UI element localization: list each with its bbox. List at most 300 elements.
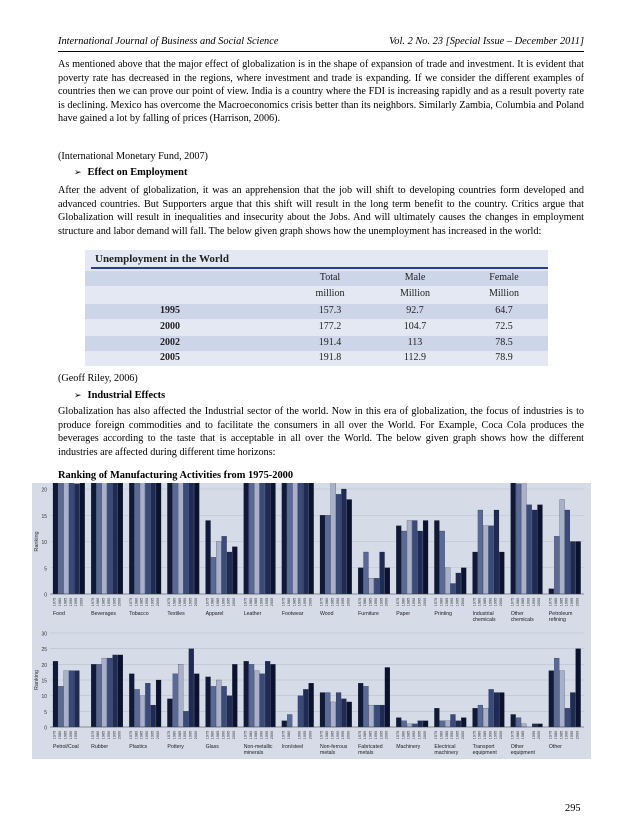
x-year-label: 1985 bbox=[254, 730, 259, 740]
x-year-label: 1975 bbox=[548, 730, 553, 740]
chart-bar bbox=[407, 521, 412, 595]
chart-bar bbox=[189, 649, 194, 727]
chart-bar bbox=[423, 721, 428, 727]
chart-bar bbox=[451, 584, 456, 595]
chart-bar bbox=[282, 721, 287, 727]
x-year-label: 1980 bbox=[172, 730, 177, 740]
cell-female: 72.5 bbox=[495, 321, 513, 332]
chart-bar bbox=[232, 547, 237, 594]
category-label: refining bbox=[548, 617, 566, 623]
x-year-label: 1995 bbox=[150, 730, 155, 740]
x-year-label: 1975 bbox=[395, 730, 400, 740]
x-year-label: 1980 bbox=[96, 597, 101, 607]
chart-bar bbox=[402, 531, 407, 594]
category-label: Plastics bbox=[129, 744, 148, 750]
header-male: Male bbox=[404, 272, 426, 283]
chart-bar bbox=[374, 578, 379, 594]
category-label: Paper bbox=[396, 611, 411, 617]
x-year-label: 1995 bbox=[455, 597, 460, 607]
x-year-label: 1985 bbox=[444, 597, 449, 607]
chart-bar bbox=[206, 521, 211, 595]
x-year-label: 1980 bbox=[325, 730, 330, 740]
chart-bar bbox=[511, 483, 516, 594]
x-year-label: 1990 bbox=[488, 730, 493, 740]
chart-bar bbox=[554, 658, 559, 727]
chart-bar bbox=[532, 510, 537, 594]
chart-bar bbox=[473, 552, 478, 594]
x-year-label: 2000 bbox=[232, 730, 237, 740]
x-year-label: 1995 bbox=[302, 730, 307, 740]
x-year-label: 1990 bbox=[373, 597, 378, 607]
header-total-unit: million bbox=[315, 288, 345, 299]
chart-bar bbox=[320, 515, 325, 594]
category-label: Furniture bbox=[358, 611, 379, 617]
chart-bar bbox=[64, 483, 69, 594]
x-year-label: 2000 bbox=[537, 597, 542, 607]
x-year-label: 1980 bbox=[363, 597, 368, 607]
x-year-label: 1985 bbox=[521, 730, 526, 740]
x-year-label: 1990 bbox=[183, 597, 188, 607]
x-year-label: 1980 bbox=[515, 730, 520, 740]
chart-bar bbox=[135, 483, 140, 594]
chart-bar bbox=[440, 721, 445, 727]
x-year-label: 1980 bbox=[325, 597, 330, 607]
x-year-label: 2000 bbox=[499, 730, 504, 740]
cell-male: 104.7 bbox=[403, 321, 427, 332]
x-year-label: 1990 bbox=[106, 597, 111, 607]
x-year-label: 1980 bbox=[248, 597, 253, 607]
x-year-label: 1980 bbox=[553, 597, 558, 607]
x-year-label: 2000 bbox=[422, 730, 427, 740]
chart-bar bbox=[325, 693, 330, 727]
x-year-label: 1975 bbox=[167, 730, 172, 740]
chart-bar bbox=[489, 689, 494, 727]
table-header-row-1 bbox=[85, 271, 548, 286]
x-year-label: 1995 bbox=[188, 730, 193, 740]
category-label: Other bbox=[510, 744, 524, 750]
category-label: Transport bbox=[472, 744, 495, 750]
x-year-label: 1990 bbox=[488, 597, 493, 607]
chart-bar bbox=[145, 683, 150, 727]
chart-bar bbox=[473, 708, 478, 727]
category-label: metals bbox=[320, 750, 336, 756]
y-tick-label: 10 bbox=[41, 694, 47, 701]
x-year-label: 1980 bbox=[248, 730, 253, 740]
x-year-label: 1975 bbox=[52, 730, 57, 740]
x-year-label: 1975 bbox=[205, 730, 210, 740]
header-total: Total bbox=[319, 272, 341, 283]
x-year-label: 1975 bbox=[128, 730, 133, 740]
x-year-label: 1990 bbox=[145, 597, 150, 607]
x-year-label: 1995 bbox=[264, 597, 269, 607]
chart-bar bbox=[570, 693, 575, 727]
y-tick-label: 15 bbox=[41, 513, 47, 520]
category-label: Non-ferrous bbox=[320, 744, 348, 750]
chart-bar bbox=[222, 686, 227, 727]
chart-bar bbox=[499, 552, 504, 594]
x-year-label: 1995 bbox=[569, 597, 574, 607]
x-year-label: 1975 bbox=[472, 597, 477, 607]
citation-riley: (Geoff Riley, 2006) bbox=[58, 373, 138, 384]
y-tick-label: 25 bbox=[41, 647, 47, 654]
x-year-label: 1980 bbox=[515, 597, 520, 607]
chart-bar bbox=[434, 708, 439, 727]
chart-bar bbox=[494, 510, 499, 594]
chart-bar bbox=[151, 705, 156, 727]
chart-bar bbox=[451, 714, 456, 727]
table-row bbox=[85, 304, 548, 319]
arrow-bullet-icon: ➢ bbox=[74, 391, 82, 401]
cell-year: 2000 bbox=[160, 321, 180, 332]
x-year-label: 1985 bbox=[254, 597, 259, 607]
y-tick-label: 30 bbox=[41, 631, 47, 638]
chart-bar bbox=[385, 667, 390, 727]
x-year-label: 1995 bbox=[150, 597, 155, 607]
chart-bar bbox=[309, 683, 314, 727]
x-year-label: 1975 bbox=[90, 597, 95, 607]
chart-bar bbox=[331, 702, 336, 727]
citation-imf: (International Monetary Fund, 2007) bbox=[58, 151, 208, 162]
chart-bar bbox=[151, 483, 156, 594]
arrow-bullet-icon: ➢ bbox=[74, 168, 82, 178]
x-year-label: 1995 bbox=[264, 730, 269, 740]
x-year-label: 2000 bbox=[117, 730, 122, 740]
chart-bar bbox=[412, 521, 417, 595]
category-label: minerals bbox=[243, 750, 264, 756]
chart-bar bbox=[282, 483, 287, 594]
ranking-chart-svg bbox=[32, 483, 591, 759]
x-year-label: 1985 bbox=[521, 597, 526, 607]
x-year-label: 1975 bbox=[434, 597, 439, 607]
chart-bar bbox=[440, 531, 445, 594]
chart-bar bbox=[232, 664, 237, 727]
x-year-label: 1990 bbox=[106, 730, 111, 740]
chart-bar bbox=[178, 483, 183, 594]
x-year-label: 1975 bbox=[319, 597, 324, 607]
x-year-label: 1980 bbox=[134, 597, 139, 607]
chart-bar bbox=[358, 683, 363, 727]
running-header bbox=[58, 36, 584, 52]
category-label: Textiles bbox=[167, 611, 185, 617]
chart-bar bbox=[156, 483, 161, 594]
chart-bar bbox=[456, 721, 461, 727]
chart-bar bbox=[227, 552, 232, 594]
chart-bar bbox=[538, 724, 543, 727]
chart-bar bbox=[374, 705, 379, 727]
x-year-label: 1995 bbox=[531, 730, 536, 740]
chart-bar bbox=[418, 721, 423, 727]
x-year-label: 2000 bbox=[575, 597, 580, 607]
chart-bar bbox=[494, 693, 499, 727]
paragraph-industrial: Globalization has also affected the Industrial sector of the world. Now in this era of globalization, the focus of industries is to produce foreign commodities and to facilitate the consumers in all over the World. For Example, Coca Cola produces the beverages according to the taste that is acceptable in all over the World. The below given graph shows how the different industries are affected during different time horizons: bbox=[58, 406, 584, 458]
x-year-label: 2000 bbox=[155, 730, 160, 740]
x-year-label: 1975 bbox=[243, 730, 248, 740]
x-year-label: 1985 bbox=[330, 597, 335, 607]
page-number: 295 bbox=[565, 803, 581, 814]
chart-bar bbox=[53, 483, 58, 594]
chart-bar bbox=[380, 705, 385, 727]
chart-bar bbox=[303, 689, 308, 727]
y-tick-label: 20 bbox=[41, 487, 47, 494]
chart-bar bbox=[538, 505, 543, 594]
chart-bar bbox=[254, 483, 259, 594]
x-year-label: 1975 bbox=[357, 730, 362, 740]
x-year-label: 1980 bbox=[477, 597, 482, 607]
chart-bar bbox=[287, 483, 292, 594]
category-label: Glass bbox=[205, 744, 219, 750]
chart-bar bbox=[293, 483, 298, 594]
chart-bar bbox=[189, 483, 194, 594]
category-label: Petrol/Coal bbox=[53, 744, 79, 750]
x-year-label: 1990 bbox=[412, 730, 417, 740]
x-year-label: 1985 bbox=[444, 730, 449, 740]
chart-bar bbox=[364, 686, 369, 727]
x-year-label: 1985 bbox=[215, 597, 220, 607]
category-label: Industrial bbox=[472, 611, 494, 617]
x-year-label: 1995 bbox=[417, 730, 422, 740]
category-label: Electrical bbox=[434, 744, 456, 750]
category-label: chemicals bbox=[510, 617, 534, 623]
x-year-label: 1975 bbox=[395, 597, 400, 607]
chart-bar bbox=[129, 483, 134, 594]
chart-bar bbox=[499, 693, 504, 727]
chart-bar bbox=[560, 671, 565, 727]
x-year-label: 1995 bbox=[74, 730, 79, 740]
x-year-label: 1985 bbox=[177, 597, 182, 607]
chart-bar bbox=[64, 671, 69, 727]
x-year-label: 1975 bbox=[510, 597, 515, 607]
x-year-label: 1985 bbox=[482, 597, 487, 607]
x-year-label: 1975 bbox=[510, 730, 515, 740]
category-label: Beverages bbox=[91, 611, 116, 617]
chart-bar bbox=[129, 674, 134, 727]
chart-bar bbox=[211, 686, 216, 727]
x-year-label: 1980 bbox=[134, 730, 139, 740]
y-tick-label: 5 bbox=[44, 566, 47, 573]
chart-bar bbox=[69, 671, 74, 727]
chart-bar bbox=[516, 484, 521, 594]
category-label: Wood bbox=[320, 611, 334, 617]
x-year-label: 1990 bbox=[221, 597, 226, 607]
x-year-label: 1985 bbox=[177, 730, 182, 740]
x-year-label: 1985 bbox=[368, 730, 373, 740]
chart-bar bbox=[140, 483, 145, 594]
category-label: Food bbox=[53, 611, 65, 617]
x-year-label: 1980 bbox=[401, 730, 406, 740]
chart-bar bbox=[516, 718, 521, 727]
header-female: Female bbox=[489, 272, 519, 283]
x-year-label: 1980 bbox=[58, 597, 63, 607]
x-year-label: 1980 bbox=[210, 597, 215, 607]
chart-bar bbox=[107, 483, 112, 594]
chart-bar bbox=[102, 658, 107, 727]
chart-bar bbox=[527, 505, 532, 594]
table-row bbox=[85, 320, 548, 335]
x-year-label: 1995 bbox=[531, 597, 536, 607]
x-year-label: 1990 bbox=[297, 597, 302, 607]
cell-total: 157.3 bbox=[318, 305, 342, 316]
x-year-label: 1985 bbox=[482, 730, 487, 740]
x-year-label: 1990 bbox=[412, 597, 417, 607]
x-year-label: 1980 bbox=[286, 730, 291, 740]
chart-bar bbox=[445, 568, 450, 594]
chart-bar bbox=[118, 483, 123, 594]
heading-text: Effect on Employment bbox=[87, 167, 188, 178]
y-tick-label: 5 bbox=[44, 709, 47, 716]
x-year-label: 1985 bbox=[139, 597, 144, 607]
x-year-label: 1990 bbox=[259, 730, 264, 740]
x-year-label: 2000 bbox=[117, 597, 122, 607]
chart-bar bbox=[156, 680, 161, 727]
cell-year: 1995 bbox=[160, 305, 180, 316]
x-year-label: 1975 bbox=[52, 597, 57, 607]
chart-bar bbox=[423, 521, 428, 595]
chart-bar bbox=[167, 483, 172, 594]
chart-bar bbox=[69, 483, 74, 594]
x-year-label: 1995 bbox=[341, 730, 346, 740]
x-year-label: 1990 bbox=[450, 597, 455, 607]
chart-bar bbox=[554, 536, 559, 594]
x-year-label: 1975 bbox=[90, 730, 95, 740]
x-year-label: 2000 bbox=[422, 597, 427, 607]
chart-bar bbox=[74, 484, 79, 594]
issue-info: Vol. 2 No. 23 [Special Issue – December 2011] bbox=[389, 36, 584, 47]
chart-bar bbox=[113, 655, 118, 727]
y-axis-label: Ranking bbox=[34, 669, 40, 691]
chart-bar bbox=[325, 515, 330, 594]
chart-bar bbox=[80, 483, 85, 594]
x-year-label: 1995 bbox=[302, 597, 307, 607]
x-year-label: 1975 bbox=[167, 597, 172, 607]
chart-bar bbox=[434, 521, 439, 595]
cell-female: 78.5 bbox=[495, 337, 513, 348]
chart-bar bbox=[549, 671, 554, 727]
chart-bar bbox=[483, 708, 488, 727]
chart-bar bbox=[570, 542, 575, 595]
table-title: Unemployment in the World bbox=[95, 253, 229, 265]
chart-bar bbox=[91, 483, 96, 594]
x-year-label: 1980 bbox=[96, 730, 101, 740]
chart-bar bbox=[320, 693, 325, 727]
chart-bar bbox=[206, 677, 211, 727]
chart-bar bbox=[298, 696, 303, 727]
x-year-label: 1995 bbox=[74, 597, 79, 607]
category-label: Apparel bbox=[205, 611, 224, 617]
chart-bar bbox=[97, 483, 102, 594]
category-label: Machinery bbox=[396, 744, 421, 750]
chart-bar bbox=[184, 483, 189, 594]
chart-bar bbox=[478, 510, 483, 594]
x-year-label: 1990 bbox=[335, 597, 340, 607]
x-year-label: 2000 bbox=[346, 730, 351, 740]
x-year-label: 2000 bbox=[460, 730, 465, 740]
cell-total: 191.4 bbox=[318, 337, 342, 348]
category-label: Petroleum bbox=[548, 611, 573, 617]
y-tick-label: 10 bbox=[41, 540, 47, 546]
chart-bar bbox=[102, 483, 107, 594]
chart-bar bbox=[521, 724, 526, 727]
chart-bar bbox=[461, 568, 466, 594]
x-year-label: 2000 bbox=[193, 597, 198, 607]
x-year-label: 1995 bbox=[226, 730, 231, 740]
x-year-label: 1990 bbox=[221, 730, 226, 740]
chart-bar bbox=[145, 483, 150, 594]
header-male-unit: Million bbox=[399, 288, 430, 299]
x-year-label: 1990 bbox=[145, 730, 150, 740]
y-axis-label: Ranking bbox=[34, 531, 40, 552]
x-year-label: 1985 bbox=[101, 730, 106, 740]
chart-bar bbox=[58, 483, 63, 594]
heading-text: Industrial Effects bbox=[87, 390, 166, 401]
chart-bar bbox=[260, 674, 265, 727]
x-year-label: 1990 bbox=[526, 597, 531, 607]
category-label: Tobacco bbox=[129, 611, 149, 617]
chart-bar bbox=[260, 483, 265, 594]
x-year-label: 1985 bbox=[139, 730, 144, 740]
x-year-label: 1980 bbox=[58, 730, 63, 740]
x-year-label: 1995 bbox=[379, 730, 384, 740]
chart-bar bbox=[380, 552, 385, 594]
x-year-label: 1995 bbox=[417, 597, 422, 607]
chart-bar bbox=[309, 483, 314, 594]
chart-bar bbox=[74, 671, 79, 727]
x-year-label: 1995 bbox=[112, 597, 117, 607]
chart-bar bbox=[58, 686, 63, 727]
chart-bar bbox=[249, 664, 254, 727]
chart-bar bbox=[271, 483, 276, 594]
y-tick-label: 20 bbox=[41, 662, 47, 669]
paragraph-employment: After the advent of globalization, it was an apprehension that the job will shift to developing countries form developed and advanced countries. But Supporters argue that this shift will result in the long term benefit to the country. Critics argue that Globalization will result in inequalities and insecurity about the Jobs. And will ultimately causes the changes in employment structure and labor demand will fall. The below given graph shows how the unemployment has increased in the world: bbox=[58, 185, 584, 237]
y-tick-label: 0 bbox=[44, 725, 47, 732]
chart-bar bbox=[227, 696, 232, 727]
chart-bar bbox=[402, 721, 407, 727]
chart-bar bbox=[331, 483, 336, 594]
x-year-label: 1985 bbox=[101, 597, 106, 607]
chart-bar bbox=[407, 724, 412, 727]
unemployment-table bbox=[85, 250, 548, 366]
category-label: Leather bbox=[243, 611, 262, 617]
header-female-unit: Million bbox=[488, 288, 519, 299]
chart-bar bbox=[222, 536, 227, 594]
category-label: metals bbox=[358, 750, 374, 756]
x-year-label: 2000 bbox=[155, 597, 160, 607]
x-year-label: 1980 bbox=[477, 730, 482, 740]
chart-bar bbox=[97, 664, 102, 727]
cell-male: 92.7 bbox=[406, 305, 424, 316]
chart-bar bbox=[118, 655, 123, 727]
chart-bar bbox=[216, 680, 221, 727]
ranking-chart-figure bbox=[32, 483, 591, 759]
table-row bbox=[85, 336, 548, 351]
x-year-label: 1980 bbox=[172, 597, 177, 607]
heading-industrial-effects bbox=[74, 390, 165, 401]
chart-bar bbox=[303, 483, 308, 594]
chart-heading: Ranking of Manufacturing Activities from 1975-2000 bbox=[58, 470, 294, 481]
cell-total: 191.8 bbox=[318, 352, 342, 363]
chart-bar bbox=[91, 664, 96, 727]
x-year-label: 1990 bbox=[297, 730, 302, 740]
cell-female: 64.7 bbox=[495, 305, 513, 316]
x-year-label: 1985 bbox=[559, 730, 564, 740]
category-label: Footwear bbox=[281, 611, 304, 617]
x-year-label: 2000 bbox=[384, 597, 389, 607]
x-year-label: 1980 bbox=[439, 597, 444, 607]
chart-bar bbox=[347, 500, 352, 595]
x-year-label: 1980 bbox=[439, 730, 444, 740]
x-year-label: 2000 bbox=[499, 597, 504, 607]
x-year-label: 1985 bbox=[215, 730, 220, 740]
category-label: machinery bbox=[434, 750, 459, 756]
